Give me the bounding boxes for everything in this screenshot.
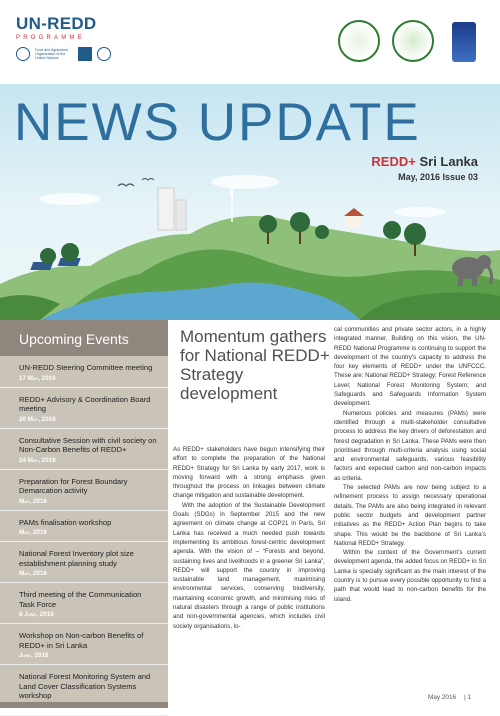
forest-department-emblem-icon [338, 20, 380, 62]
event-title: National Forest Monitoring System and Land Cover Classification Systems workshop [19, 672, 151, 700]
event-title: REDD+ Advisory & Coordination Board meeting [19, 394, 151, 413]
event-item [0, 624, 168, 665]
redd-label: REDD+ [371, 154, 416, 169]
ministry-emblem-icon [392, 20, 434, 62]
edition-label [371, 154, 478, 169]
event-item [0, 542, 168, 583]
article-paragraph: As REDD+ stakeholders have begun intensifying their effort to complete the preparation of the National REDD+ Strategy for Sri Lanka by early 2017, work is moving forward with a strong emphasis given throughout the process on linkages between climate change mitigation and sustainable development. [173, 446, 325, 500]
undp-icon [78, 47, 92, 61]
event-item [0, 388, 168, 429]
masthead [0, 0, 500, 84]
event-date: 20 May, 2016 [19, 415, 56, 423]
article-column-1 [173, 445, 325, 631]
article-heading: Momentum gathers for National REDD+ Strategy development [180, 327, 330, 403]
page-number: 1 [467, 694, 472, 701]
event-title: Preparation for Forest Boundary Demarcation activity [19, 476, 128, 495]
event-item [0, 470, 168, 511]
article-paragraph: The selected PAMs are now being subject to a refinement process to assign necessary operational details. The PAMs are also being integrated in relevant public sector budgets and development partner initiatives as the REDD+ Action Plan begins to take shape. This would be the backbone of Sri Lanka’s National REDD+ Strategy. [334, 484, 486, 547]
banner [0, 84, 500, 320]
event-date: 8 June, 2016 [19, 611, 54, 618]
unep-icon [97, 47, 111, 61]
footer-separator: | [464, 694, 466, 701]
event-date: 24 May, 2016 [19, 456, 56, 464]
event-item [0, 356, 168, 388]
event-title: UN-REDD Steering Committee meeting [19, 363, 153, 372]
event-title: National Forest Inventory plot size establishment planning study [19, 549, 134, 568]
footer-date: May 2016 [428, 694, 457, 701]
government-crest-icon [452, 22, 476, 62]
country-label: Sri Lanka [419, 154, 478, 169]
article-paragraph: With the adoption of the Sustainable Development Goals (SDGs) in September 2015 and the new agreement on climate change at COP21 in Paris, Sri Lanka has received a much needed push towards implementing its ambitious forest-centric development agenda. With the vision of – “Forests and beyond, sustaining lives and livelihoods in a greener Sri Lanka”, REDD+ will support the country in improving sustainable land management, maximising environmental services, conserving biodiversity, maintaining economic growth, and minimising risks of natural disasters through a range of public institutions and non-governmental agencies, which includes civil society organisations, lo- [173, 501, 325, 630]
event-list [0, 356, 168, 716]
event-date: 17 May, 2016 [19, 374, 56, 382]
article-paragraph: Numerous policies and measures (PAMs) were identified through a multi-stakeholder consultative process to address the key drivers of deforestation and forest degradation in Sri Lanka. These PAMs were then prioritised through multi-criteria analysis using social and environmental safeguards, various feasibility factors and expected carbon and non-carbon impacts as criteria. [334, 409, 486, 482]
event-item [0, 511, 168, 543]
partner-text: Food and Agriculture Organization of the United Nations [35, 48, 69, 60]
event-date: June, 2016 [19, 652, 49, 659]
event-title: Third meeting of the Communication Task Force [19, 590, 142, 609]
event-date: May, 2016 [19, 497, 47, 505]
org-name: UN-REDD [16, 14, 97, 33]
event-item [0, 429, 168, 470]
un-redd-logo [16, 14, 126, 61]
article-paragraph: cal communities and private sector actors, in a highly integrated manner. Building on this vision, the UN-REDD National Programme is continuing to support the development of the country’s capacity to address the four key elements of REDD+ under the UNFCCC. These are: National REDD+ Strategy; Forest Reference Level; National Forest Monitoring System; and Safeguards and Safeguards Information System development. [334, 326, 486, 408]
event-title: Workshop on Non-carbon Benefits of REDD+ in Sri Lanka [19, 631, 144, 650]
event-item [0, 583, 168, 624]
article-column-2 [334, 325, 486, 604]
fao-icon [16, 47, 30, 61]
issue-label: May, 2016 Issue 03 [398, 172, 478, 182]
partner-logos [16, 47, 126, 61]
bottom-bar [0, 702, 168, 708]
newsletter-title: NEWS UPDATE [14, 93, 421, 152]
org-sub: PROGRAMME [16, 35, 85, 41]
event-date: May, 2016 [19, 529, 47, 536]
event-date: May, 2016 [19, 570, 47, 577]
page-footer [428, 694, 471, 701]
event-title: PAMs finalisation workshop [19, 517, 112, 527]
article-paragraph: Within the context of the Government’s current development agenda, the added focus on REDD+ in Sri Lanka is specially significant as the main interest of the country is to pursue every possible opportunity to find a path that would lead to non-carbon benefits for the island. [334, 549, 486, 603]
sidebar-heading: Upcoming Events [0, 320, 168, 356]
upcoming-events-sidebar [0, 320, 168, 708]
event-title: Consultative Session with civil society on Non-Carbon Benefits of REDD+ [19, 435, 157, 454]
